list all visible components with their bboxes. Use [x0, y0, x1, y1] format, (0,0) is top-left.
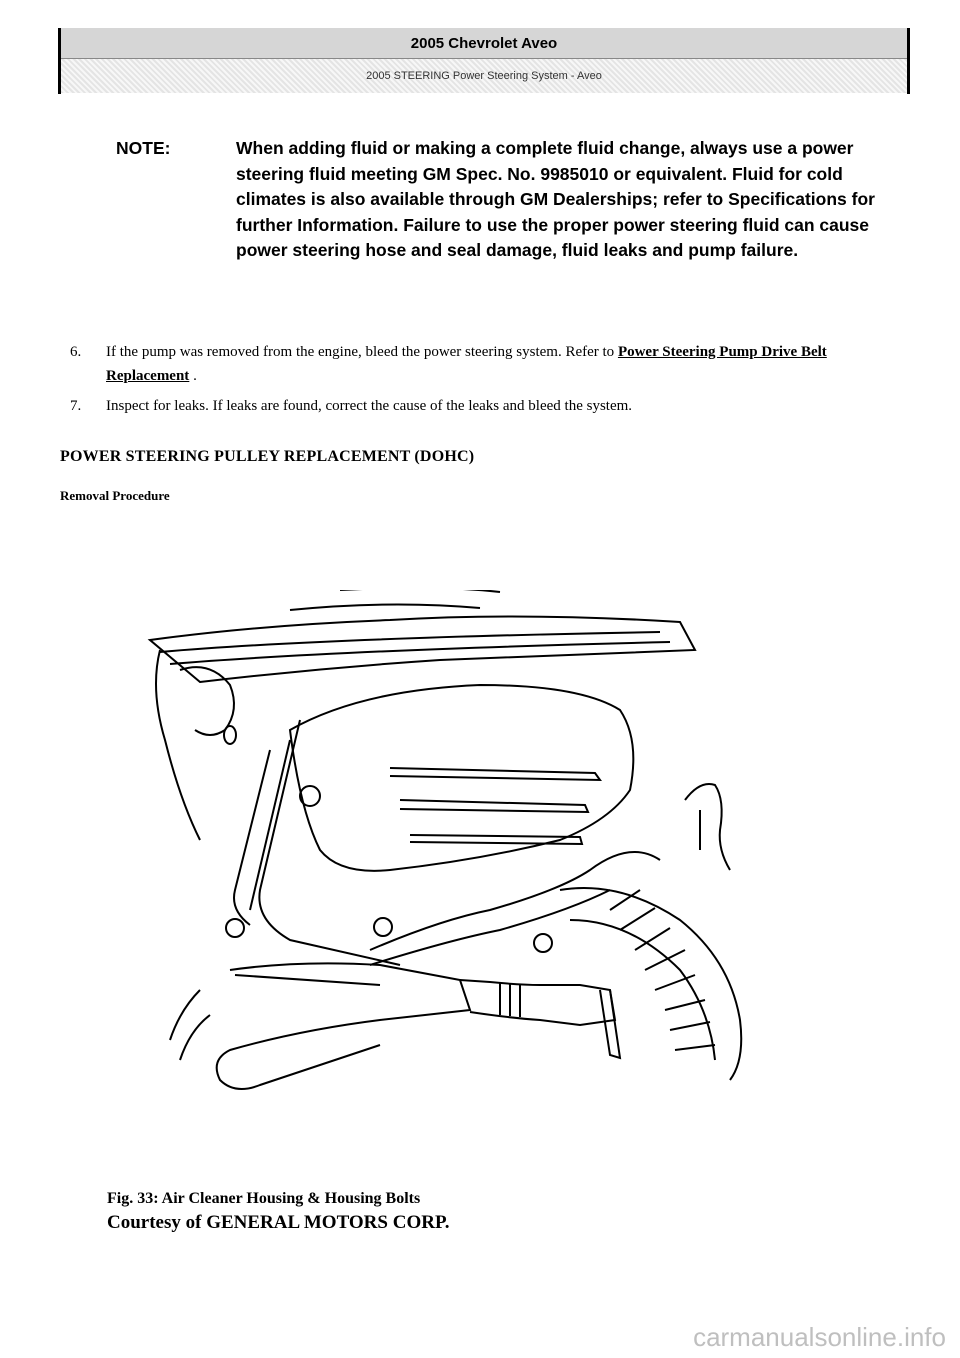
note-text: When adding fluid or making a complete fluid change, always use a power steering fluid meeting GM Spec. No. 9985010 or equivalent. Fluid for cold climates is also available through GM Dealerships; refer to Specifications for further Information. Failure to use the proper power steering fluid can cause power steering hose and seal damage, fluid leaks and pump failure.	[236, 138, 875, 260]
step-text-end: .	[193, 368, 197, 384]
step-body	[106, 340, 900, 388]
section-title: POWER STEERING PULLEY REPLACEMENT (DOHC)	[60, 448, 475, 465]
pump-belt-replacement-link[interactable]: Power Steering Pump Drive Belt Replacement	[106, 344, 827, 384]
section-subtitle: Removal Procedure	[60, 488, 170, 503]
step-6	[70, 340, 900, 388]
note-block	[116, 136, 906, 264]
page-header	[58, 28, 910, 94]
header-subtitle: 2005 STEERING Power Steering System - Aveo	[61, 59, 907, 93]
step-number: 6.	[70, 344, 82, 360]
step-number: 7.	[70, 398, 82, 414]
header-title: 2005 Chevrolet Aveo	[61, 28, 907, 59]
figure-caption: Fig. 33: Air Cleaner Housing & Housing Bolts	[107, 1190, 421, 1207]
note-label: NOTE:	[116, 138, 171, 158]
step-text: If the pump was removed from the engine, bleed the power steering system. Refer to	[106, 344, 615, 360]
figure-credit: Courtesy of GENERAL MOTORS CORP.	[107, 1212, 450, 1233]
air-cleaner-housing-illustration	[140, 590, 760, 1100]
step-text: Inspect for leaks. If leaks are found, correct the cause of the leaks and bleed the system.	[106, 398, 633, 414]
procedure-steps	[70, 340, 900, 424]
watermark: carmanualsonline.info	[693, 1322, 946, 1352]
step-7	[70, 394, 900, 418]
